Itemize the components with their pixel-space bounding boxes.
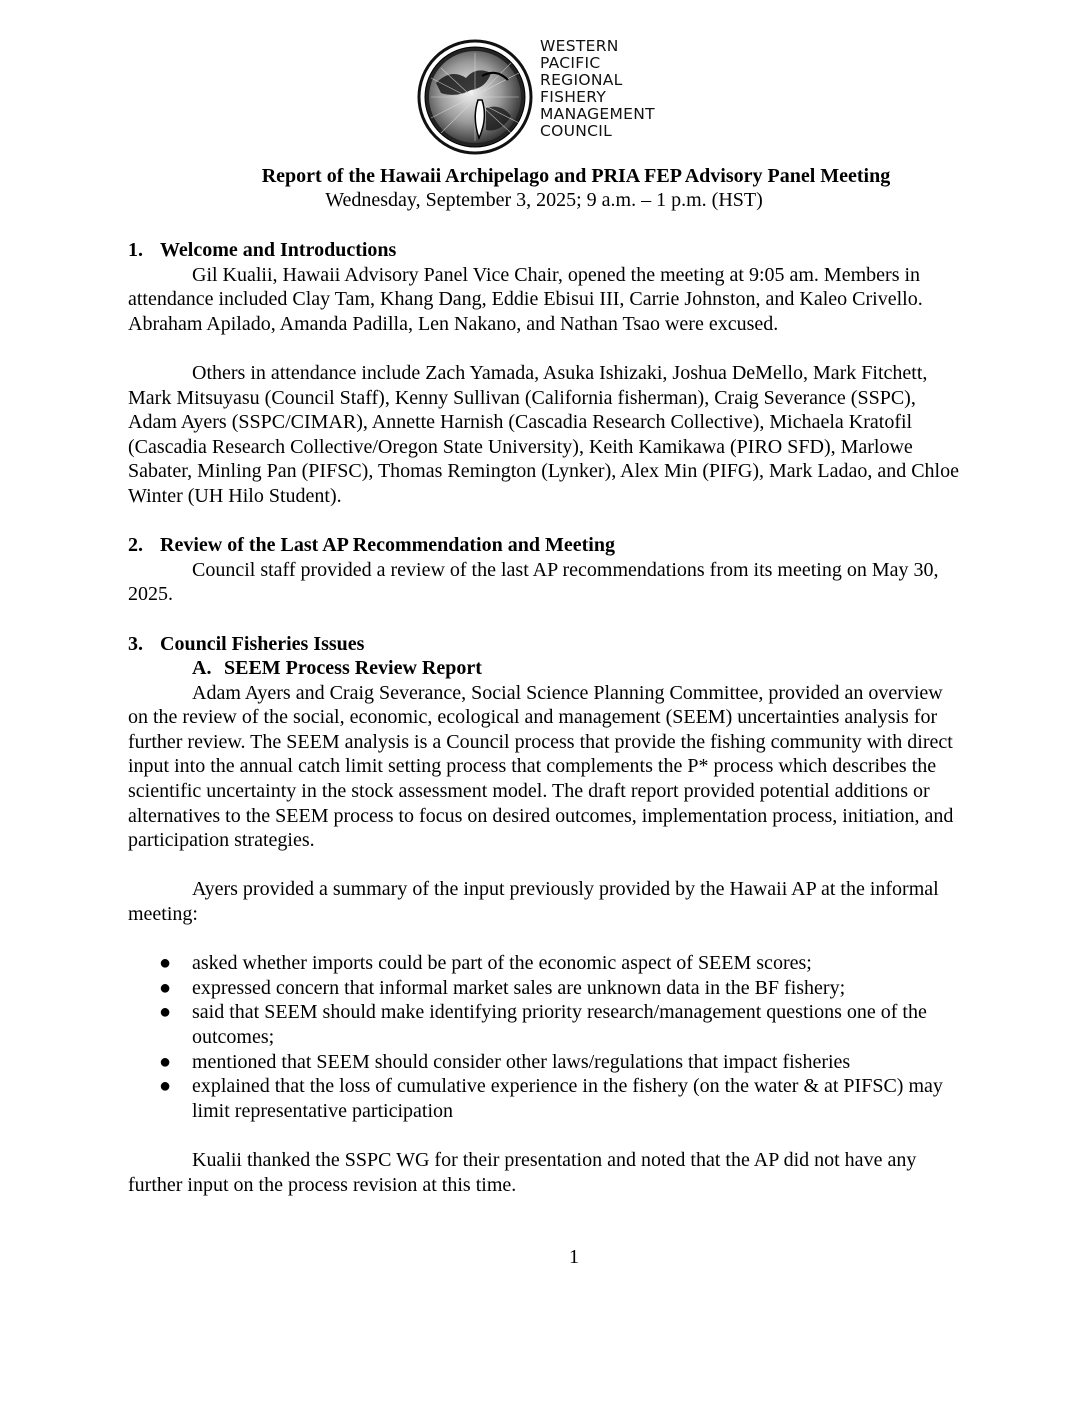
bullet-icon: ● [159, 976, 172, 999]
logo-line: COUNCIL [540, 122, 613, 140]
meeting-date: Wednesday, September 3, 2025; 9 a.m. – 1 p.m. (HST) [325, 189, 763, 211]
logo-line: REGIONAL [540, 71, 623, 89]
list-item-text: expressed concern that informal market sales are unknown data in the BF fishery; [192, 976, 846, 999]
logo-line: MANAGEMENT [540, 105, 655, 123]
section-heading [128, 533, 960, 558]
section-heading [128, 632, 960, 657]
list-item [128, 1074, 960, 1123]
subsection-number: A. [192, 657, 212, 680]
section-number: 3. [128, 632, 143, 655]
section-heading [128, 238, 960, 263]
paragraph: Council staff provided a review of the last AP recommendations from its meeting on May 30, 2025. [128, 558, 939, 606]
subsection-heading [128, 656, 960, 681]
logo-line: WESTERN [540, 37, 619, 55]
bullet-list [128, 951, 960, 1123]
paragraph: Ayers provided a summary of the input previously provided by the Hawaii AP at the informal meeting: [128, 878, 939, 926]
globe-emblem-icon [416, 38, 534, 156]
section-number: 1. [128, 239, 143, 261]
list-item [128, 1050, 960, 1075]
bullet-icon: ● [159, 1050, 172, 1073]
logo-line: FISHERY [540, 88, 607, 106]
list-item-text: asked whether imports could be part of the economic aspect of SEEM scores; [192, 952, 812, 975]
paragraph: Adam Ayers and Craig Severance, Social Science Planning Committee, provided an overview on the review of the social, economic, ecological and management (SEEM) uncertainties analysis for further review. The SEEM analysis is a Council process that provide the fishing community with direct input into the annual catch limit setting process that complements the P* process which describes the scientific uncertainty in the stock assessment model. The draft report provided potential additions or alternatives to the SEEM process to focus on desired outcomes, implementation process, initiation, and participation strategies. [128, 681, 954, 852]
paragraph: Kualii thanked the SSPC WG for their presentation and noted that the AP did not have any further input on the process revision at this time. [128, 1148, 917, 1196]
section-title: Council Fisheries Issues [160, 632, 365, 655]
bullet-icon: ● [159, 1075, 172, 1098]
paragraph: Others in attendance include Zach Yamada, Asuka Ishizaki, Joshua DeMello, Mark Fitchett, Mark Mitsuyasu (Council Staff), Kenny Sullivan (California fisherman), Craig Severance (SSPC), Adam Ayers (SSPC/CIMAR), Annette Harnish (Cascadia Research Collective), Michaela Kratofil (Cascadia Research Collective/Oregon State University), Keith Kamikawa (PIRO SFD), Marlowe Sabater, Minling Pan (PIFSC), Thomas Remington (Lynker), Alex Min (PIFG), Mark Ladao, and Chloe Winter (UH Hilo Student). [128, 361, 959, 507]
report-body [128, 238, 960, 1197]
section-title: Welcome and Introductions [160, 239, 397, 261]
bullet-icon: ● [159, 952, 172, 975]
section-number: 2. [128, 534, 143, 557]
list-item-text: said that SEEM should make identifying priority research/management questions one of the outcomes; [192, 1001, 927, 1048]
report-title: Report of the Hawaii Archipelago and PRIA FEP Advisory Panel Meeting [261, 165, 891, 187]
list-item-text: explained that the loss of cumulative experience in the fishery (on the water & at PIFSC) may limit representative participation [192, 1075, 943, 1122]
list-item-text: mentioned that SEEM should consider other laws/regulations that impact fisheries [192, 1050, 851, 1073]
list-item [128, 976, 960, 1001]
list-item [128, 951, 960, 976]
section-title: Review of the Last AP Recommendation and Meeting [160, 534, 615, 557]
subsection-title: SEEM Process Review Report [224, 657, 482, 680]
paragraph: Gil Kualii, Hawaii Advisory Panel Vice Chair, opened the meeting at 9:05 am. Members in attendance included Clay Tam, Khang Dang, Eddie Ebisui III, Carrie Johnston, and Kaleo Crivello. Abraham Apilado, Amanda Padilla, Len Nakano, and Nathan Tsao were excused. [128, 263, 923, 335]
council-name [540, 38, 655, 140]
council-logo [416, 38, 676, 156]
list-item [128, 1000, 960, 1049]
bullet-icon: ● [159, 1001, 172, 1024]
page-number: 1 [569, 1246, 579, 1268]
logo-line: PACIFIC [540, 54, 601, 72]
